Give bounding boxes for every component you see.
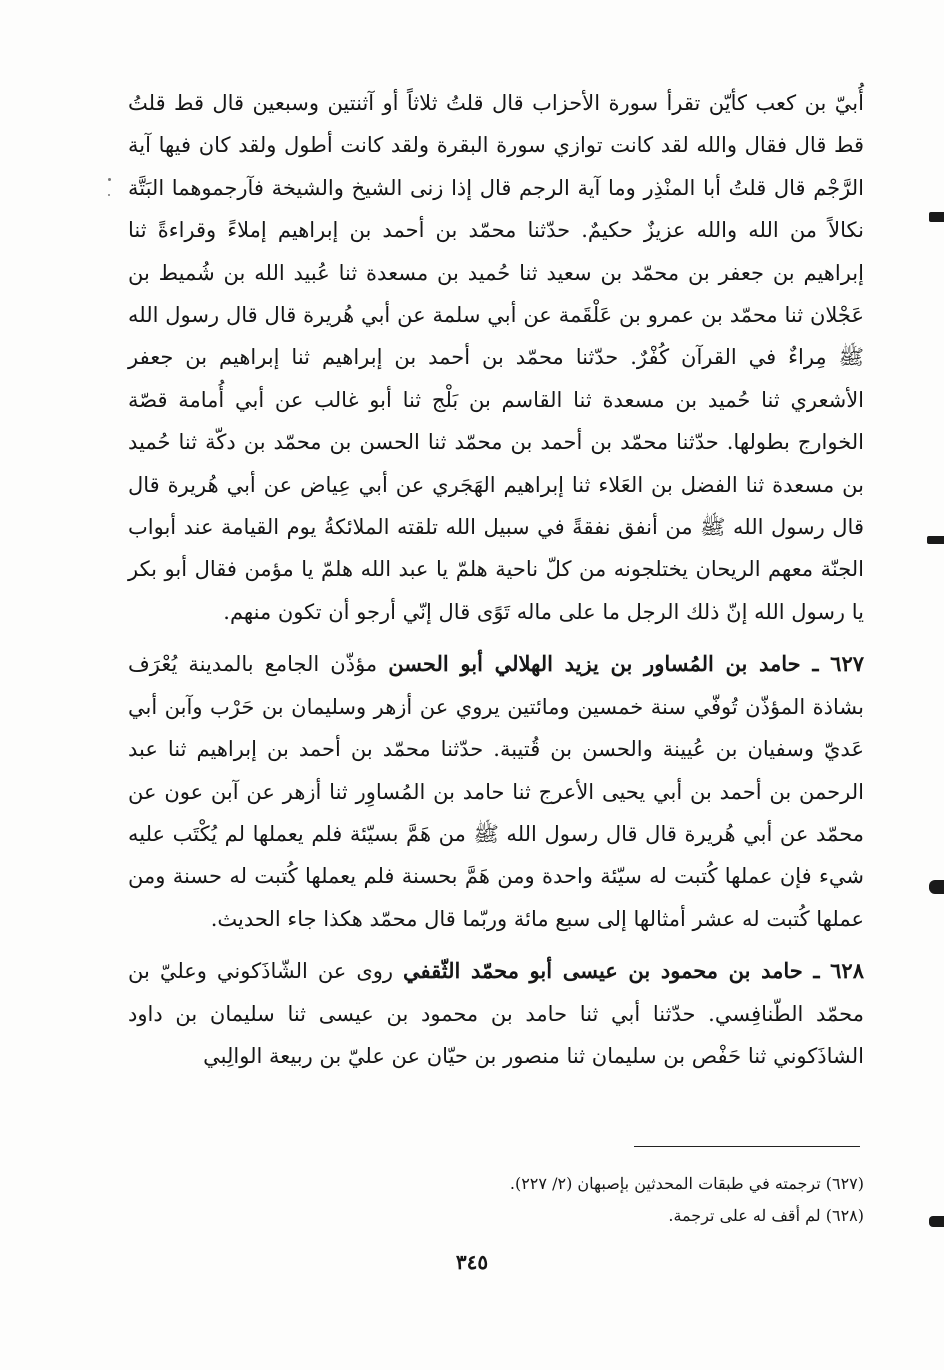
scan-edge-mark	[929, 1216, 944, 1227]
scan-speck	[108, 178, 111, 181]
paragraph-hadith-narrations	[128, 82, 864, 633]
scan-edge-mark	[929, 880, 944, 894]
footnote-628: (٦٢٨) لم أقف له على ترجمة.	[668, 1206, 864, 1225]
footnotes	[300, 1168, 864, 1232]
entry-628-heading: ٦٢٨ ـ حامد بن محمود بن عيسى أبو محمّد الثّقفي	[403, 958, 864, 984]
entry-627	[128, 643, 864, 940]
entry-627-text: مؤذّن الجامع بالمدينة يُعْرَف بشاذة المؤذّن تُوفّي سنة خمسين ومائتين يروي عن أزهر وسليمان بن حَرْب وآبن أبي عَديّ وسفيان بن عُيينة والحسن بن قُتيبة. حدّثنا محمّد بن أحمد بن إبراهيم ثنا عبد الرحمن بن أحمد بن أبي يحيى الأعرج ثنا حامد بن المُساوِر ثنا أزهر عن آبن عون عن محمّد عن أبي هُريرة قال قال رسول الله ﷺ من هَمَّ بسيّئة فلم يعملها لم يُكْتَب عليه شيء فإن عملها كُتبت له سيّئة واحدة ومن هَمَّ بحسنة فلم يعملها كُتبت له حسنة ومن عملها كُتبت له عشر أمثالها إلى سبع مائة وربّما قال محمّد هكذا جاء الحديث.	[128, 652, 864, 931]
page-number: ٣٤٥	[455, 1250, 489, 1274]
scan-edge-mark	[929, 212, 944, 222]
entry-627-heading: ٦٢٧ ـ حامد بن المُساور بن يزيد الهلالي أبو الحسن	[388, 651, 865, 677]
footnote-627: (٦٢٧) ترجمته في طبقات المحدثين بإصبهان (٢/ ٢٢٧).	[509, 1174, 864, 1193]
scan-speck	[108, 194, 110, 196]
paragraph-text: أُبيّ بن كعب كأيّن تقرأ سورة الأحزاب قال قلتُ ثلاثاً أو آثنتين وسبعين قال قط قلتُ قط قال فقال والله لقد كانت توازي سورة البقرة ولقد كانت أطول ولقد كان فيها آية الرَّجْم قال قلتُ أبا المنْذِر وما آية الرجم قال إذا زنى الشيخ والشيخة فآرجموهما البَتَّة نكالاً من الله والله عزيزٌ حكيمٌ. حدّثنا محمّد بن أحمد بن إبراهيم إملاءً وقراءةً ثنا إبراهيم بن جعفر بن محمّد بن سعيد ثنا حُميد بن مسعدة ثنا عُبيد الله بن شُميط بن عَجْلان ثنا محمّد بن عمرو بن عَلْقَمة عن أبي سلمة عن أبي هُريرة قال قال رسول الله ﷺ مِراءٌ في القرآن كُفْرٌ. حدّثنا محمّد بن أحمد بن إبراهيم ثنا إبراهيم بن جعفر الأشعري ثنا حُميد بن مسعدة ثنا القاسم بن بَلْج ثنا أبو غالب عن أبي أُمامة قصّة الخوارج بطولها. حدّثنا محمّد بن أحمد بن محمّد ثنا الحسن بن محمّد بن دكّة ثنا حُميد بن مسعدة ثنا الفضل بن العَلاء ثنا إبراهيم الهَجَري عن أبي عِياض عن أبي هُريرة قال قال رسول الله ﷺ من أنفق نفقةً في سبيل الله تلقته الملائكةُ يوم القيامة عند أبواب الجنّة معهم الريحان يختلجونه من كلّ ناحية هلمّ يا عبد الله هلمّ يا مؤمن فقال أبو بكر يا رسول الله إنّ ذلك الرجل ما على ماله تَوًى قال إنّي أرجو أن تكون منهم.	[128, 91, 864, 624]
scan-edge-mark	[927, 536, 944, 544]
footnote-divider	[634, 1146, 860, 1147]
entry-628	[128, 950, 864, 1077]
main-text	[128, 82, 864, 1077]
entry-628-text: روى عن الشّاذَكوني وعليّ بن محمّد الطّنافِسي. حدّثنا أبي ثنا حامد بن محمود بن عيسى ثنا سليمان بن داود الشاذَكوني ثنا حَفْص بن سليمان ثنا منصور بن حيّان عن عليّ بن ربيعة الوالِبي	[128, 959, 864, 1068]
